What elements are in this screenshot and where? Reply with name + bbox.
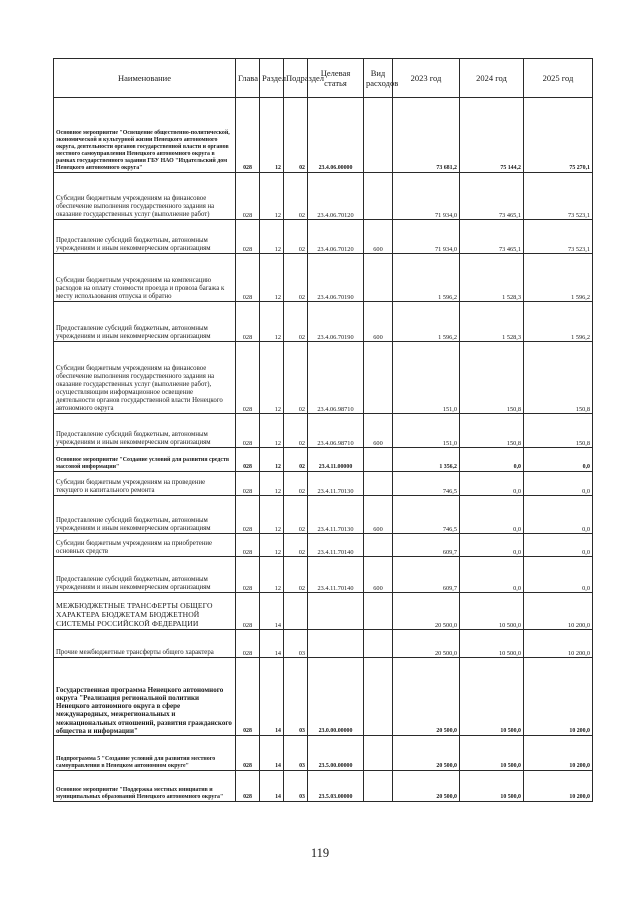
- row-glava: 028: [236, 736, 260, 771]
- row-name: Прочие межбюджетные трансферты общего характера: [54, 630, 236, 658]
- row-2023: 20 500,0: [393, 630, 460, 658]
- row-2025: 73 523,1: [524, 220, 593, 254]
- header-podrazdel: Подраздел: [284, 59, 308, 98]
- row-target: 23.4.06.70190: [308, 254, 364, 302]
- row-2023: 609,7: [393, 534, 460, 557]
- table-row: [54, 630, 593, 658]
- table-row: [54, 220, 593, 254]
- row-podrazdel: 03: [284, 630, 308, 658]
- table-row: [54, 496, 593, 534]
- header-name: Наименование: [54, 59, 236, 98]
- row-razdel: 12: [260, 220, 284, 254]
- row-2025: 150,8: [524, 414, 593, 448]
- row-glava: 028: [236, 342, 260, 414]
- row-podrazdel: 03: [284, 771, 308, 802]
- row-name: Субсидии бюджетным учреждениям на компенсацию расходов на оплату стоимости проезда и провоза багажа к месту использования отпуска и обратно: [54, 254, 236, 302]
- row-vid: [364, 448, 393, 472]
- row-glava: 028: [236, 414, 260, 448]
- row-podrazdel: 02: [284, 220, 308, 254]
- row-glava: 028: [236, 254, 260, 302]
- row-razdel: 12: [260, 448, 284, 472]
- table-row: [54, 593, 593, 630]
- row-name: Основное мероприятие "Освещение общественно-политической, экономической и культурной жизни Ненецкого автономного округа, деятельности органов государственной власти и органов местного самоуправления Ненецкого автономного округа в рамках государственного задания ГБУ НАО "Издательский дом Ненецкого автономного округа": [54, 98, 236, 173]
- row-vid: [364, 254, 393, 302]
- row-razdel: 12: [260, 173, 284, 220]
- row-2025: 10 200,0: [524, 736, 593, 771]
- row-target: 23.5.03.00000: [308, 771, 364, 802]
- row-target: 23.4.11.70140: [308, 557, 364, 593]
- row-name: Предоставление субсидий бюджетным, автономным учреждениям и иным некоммерческим организациям: [54, 302, 236, 342]
- row-target: 23.4.11.00000: [308, 448, 364, 472]
- row-target: 23.4.06.98710: [308, 414, 364, 448]
- row-2025: 10 200,0: [524, 658, 593, 736]
- row-razdel: 12: [260, 254, 284, 302]
- row-name: МЕЖБЮДЖЕТНЫЕ ТРАНСФЕРТЫ ОБЩЕГО ХАРАКТЕРА БЮДЖЕТАМ БЮДЖЕТНОЙ СИСТЕМЫ РОССИЙСКОЙ ФЕДЕРАЦИИ: [54, 593, 236, 630]
- row-vid: 600: [364, 302, 393, 342]
- row-razdel: 12: [260, 342, 284, 414]
- row-2025: 1 596,2: [524, 302, 593, 342]
- row-razdel: 12: [260, 414, 284, 448]
- row-2024: 0,0: [460, 557, 524, 593]
- row-razdel: 14: [260, 771, 284, 802]
- row-vid: 600: [364, 414, 393, 448]
- table-row: [54, 173, 593, 220]
- row-razdel: 14: [260, 658, 284, 736]
- row-razdel: 14: [260, 736, 284, 771]
- row-name: Субсидии бюджетным учреждениям на финансовое обеспечение выполнения государственного задания на оказание государственных услуг (выполнение работ), осуществляющим информационное освещение деятельности органов государственной власти Ненецкого автономного округа: [54, 342, 236, 414]
- row-2023: 20 500,0: [393, 658, 460, 736]
- row-2025: 10 200,0: [524, 630, 593, 658]
- row-2025: 0,0: [524, 534, 593, 557]
- page-number: 119: [310, 846, 330, 860]
- row-2023: 20 500,0: [393, 593, 460, 630]
- header-2023: 2023 год: [393, 59, 460, 98]
- row-name: Основное мероприятие "Создание условий для развития средств массовой информации": [54, 448, 236, 472]
- row-2024: 10 500,0: [460, 630, 524, 658]
- row-name: Основное мероприятие "Поддержка местных инициатив и муниципальных образований Ненецкого автономного округа": [54, 771, 236, 802]
- row-vid: [364, 593, 393, 630]
- row-vid: [364, 736, 393, 771]
- row-2024: 10 500,0: [460, 771, 524, 802]
- row-podrazdel: 02: [284, 534, 308, 557]
- row-2023: 746,5: [393, 472, 460, 496]
- row-glava: 028: [236, 173, 260, 220]
- header-exp-type: Вид расходов: [364, 59, 393, 98]
- row-2024: 0,0: [460, 448, 524, 472]
- row-name: Предоставление субсидий бюджетным, автономным учреждениям и иным некоммерческим организациям: [54, 414, 236, 448]
- budget-table: [53, 58, 593, 802]
- table-row: [54, 254, 593, 302]
- row-target: 23.4.06.00000: [308, 98, 364, 173]
- table-row: [54, 302, 593, 342]
- row-target: 23.4.06.70190: [308, 302, 364, 342]
- row-name: Субсидии бюджетным учреждениям на финансовое обеспечение выполнения государственного задания на оказание государственных услуг (выполнение работ): [54, 173, 236, 220]
- row-2023: 20 500,0: [393, 771, 460, 802]
- header-2024: 2024 год: [460, 59, 524, 98]
- row-razdel: 12: [260, 557, 284, 593]
- table-row: [54, 414, 593, 448]
- row-podrazdel: 02: [284, 342, 308, 414]
- row-2023: 1 596,2: [393, 302, 460, 342]
- row-glava: 028: [236, 534, 260, 557]
- row-vid: 600: [364, 496, 393, 534]
- header-glava: Глава: [236, 59, 260, 98]
- row-podrazdel: 02: [284, 496, 308, 534]
- row-2023: 746,5: [393, 496, 460, 534]
- table-row: [54, 342, 593, 414]
- row-2023: 151,0: [393, 342, 460, 414]
- table-row: [54, 534, 593, 557]
- row-2024: 0,0: [460, 472, 524, 496]
- row-2023: 1 356,2: [393, 448, 460, 472]
- row-glava: 028: [236, 98, 260, 173]
- row-razdel: 14: [260, 630, 284, 658]
- row-target: [308, 630, 364, 658]
- table-row: [54, 557, 593, 593]
- row-2023: 609,7: [393, 557, 460, 593]
- row-glava: 028: [236, 472, 260, 496]
- row-name: Субсидии бюджетным учреждениям на проведение текущего и капитального ремонта: [54, 472, 236, 496]
- row-2024: 75 144,2: [460, 98, 524, 173]
- row-2024: 0,0: [460, 534, 524, 557]
- row-2024: 10 500,0: [460, 593, 524, 630]
- row-podrazdel: 02: [284, 557, 308, 593]
- row-2025: 10 200,0: [524, 771, 593, 802]
- row-target: 23.4.06.70120: [308, 220, 364, 254]
- row-target: [308, 593, 364, 630]
- row-vid: [364, 630, 393, 658]
- row-2025: 0,0: [524, 496, 593, 534]
- table-row: [54, 658, 593, 736]
- row-podrazdel: 03: [284, 736, 308, 771]
- row-2024: 150,8: [460, 414, 524, 448]
- row-podrazdel: 02: [284, 414, 308, 448]
- row-glava: 028: [236, 771, 260, 802]
- table-row: [54, 98, 593, 173]
- row-podrazdel: 02: [284, 472, 308, 496]
- row-name: Предоставление субсидий бюджетным, автономным учреждениям и иным некоммерческим организациям: [54, 220, 236, 254]
- row-vid: [364, 173, 393, 220]
- row-2025: 73 523,1: [524, 173, 593, 220]
- row-glava: 028: [236, 593, 260, 630]
- row-podrazdel: 02: [284, 448, 308, 472]
- row-vid: [364, 534, 393, 557]
- header-razdel: Раздел: [260, 59, 284, 98]
- row-razdel: 12: [260, 534, 284, 557]
- row-glava: 028: [236, 302, 260, 342]
- row-glava: 028: [236, 557, 260, 593]
- row-vid: [364, 342, 393, 414]
- row-podrazdel: [284, 593, 308, 630]
- row-razdel: 12: [260, 302, 284, 342]
- row-podrazdel: 02: [284, 173, 308, 220]
- row-2023: 20 500,0: [393, 736, 460, 771]
- row-2025: 10 200,0: [524, 593, 593, 630]
- row-2023: 73 681,2: [393, 98, 460, 173]
- row-podrazdel: 03: [284, 658, 308, 736]
- row-name: Предоставление субсидий бюджетным, автономным учреждениям и иным некоммерческим организациям: [54, 496, 236, 534]
- table-row: [54, 448, 593, 472]
- row-2025: 150,8: [524, 342, 593, 414]
- table-header-row: [54, 59, 593, 98]
- row-vid: 600: [364, 220, 393, 254]
- row-2024: 1 528,3: [460, 302, 524, 342]
- table-row: [54, 771, 593, 802]
- row-2024: 150,8: [460, 342, 524, 414]
- row-2025: 75 270,1: [524, 98, 593, 173]
- row-vid: 600: [364, 557, 393, 593]
- row-name: Предоставление субсидий бюджетным, автономным учреждениям и иным некоммерческим организациям: [54, 557, 236, 593]
- row-razdel: 12: [260, 98, 284, 173]
- row-razdel: 14: [260, 593, 284, 630]
- row-target: 23.4.06.70120: [308, 173, 364, 220]
- row-2025: 1 596,2: [524, 254, 593, 302]
- row-2024: 73 465,1: [460, 173, 524, 220]
- row-target: 23.0.00.00000: [308, 658, 364, 736]
- row-target: 23.4.11.70140: [308, 534, 364, 557]
- row-2023: 71 934,0: [393, 173, 460, 220]
- row-2025: 0,0: [524, 472, 593, 496]
- row-2023: 151,0: [393, 414, 460, 448]
- row-name: Субсидии бюджетным учреждениям на приобретение основных средств: [54, 534, 236, 557]
- row-2024: 1 528,3: [460, 254, 524, 302]
- row-target: 23.4.06.98710: [308, 342, 364, 414]
- row-vid: [364, 771, 393, 802]
- header-target: Целевая статья: [308, 59, 364, 98]
- row-vid: [364, 658, 393, 736]
- row-target: 23.5.00.00000: [308, 736, 364, 771]
- row-2023: 71 934,0: [393, 220, 460, 254]
- row-glava: 028: [236, 448, 260, 472]
- row-2023: 1 596,2: [393, 254, 460, 302]
- row-2024: 10 500,0: [460, 736, 524, 771]
- row-glava: 028: [236, 220, 260, 254]
- row-2025: 0,0: [524, 557, 593, 593]
- row-glava: 028: [236, 496, 260, 534]
- row-podrazdel: 02: [284, 254, 308, 302]
- row-glava: 028: [236, 658, 260, 736]
- row-podrazdel: 02: [284, 302, 308, 342]
- row-podrazdel: 02: [284, 98, 308, 173]
- table-row: [54, 472, 593, 496]
- row-name: Подпрограмма 5 "Создание условий для развития местного самоуправления в Ненецком автономном округе": [54, 736, 236, 771]
- row-razdel: 12: [260, 472, 284, 496]
- table-row: [54, 736, 593, 771]
- header-2025: 2025 год: [524, 59, 593, 98]
- row-razdel: 12: [260, 496, 284, 534]
- row-glava: 028: [236, 630, 260, 658]
- row-2024: 10 500,0: [460, 658, 524, 736]
- row-target: 23.4.11.70130: [308, 472, 364, 496]
- row-2025: 0,0: [524, 448, 593, 472]
- row-2024: 0,0: [460, 496, 524, 534]
- row-target: 23.4.11.70130: [308, 496, 364, 534]
- row-vid: [364, 472, 393, 496]
- row-name: Государственная программа Ненецкого автономного округа "Реализация региональной политики Ненецкого автономного округа в сфере международных, межрегиональных и межнациональных отношений, развития гражданского общества и информации": [54, 658, 236, 736]
- row-2024: 73 465,1: [460, 220, 524, 254]
- row-vid: [364, 98, 393, 173]
